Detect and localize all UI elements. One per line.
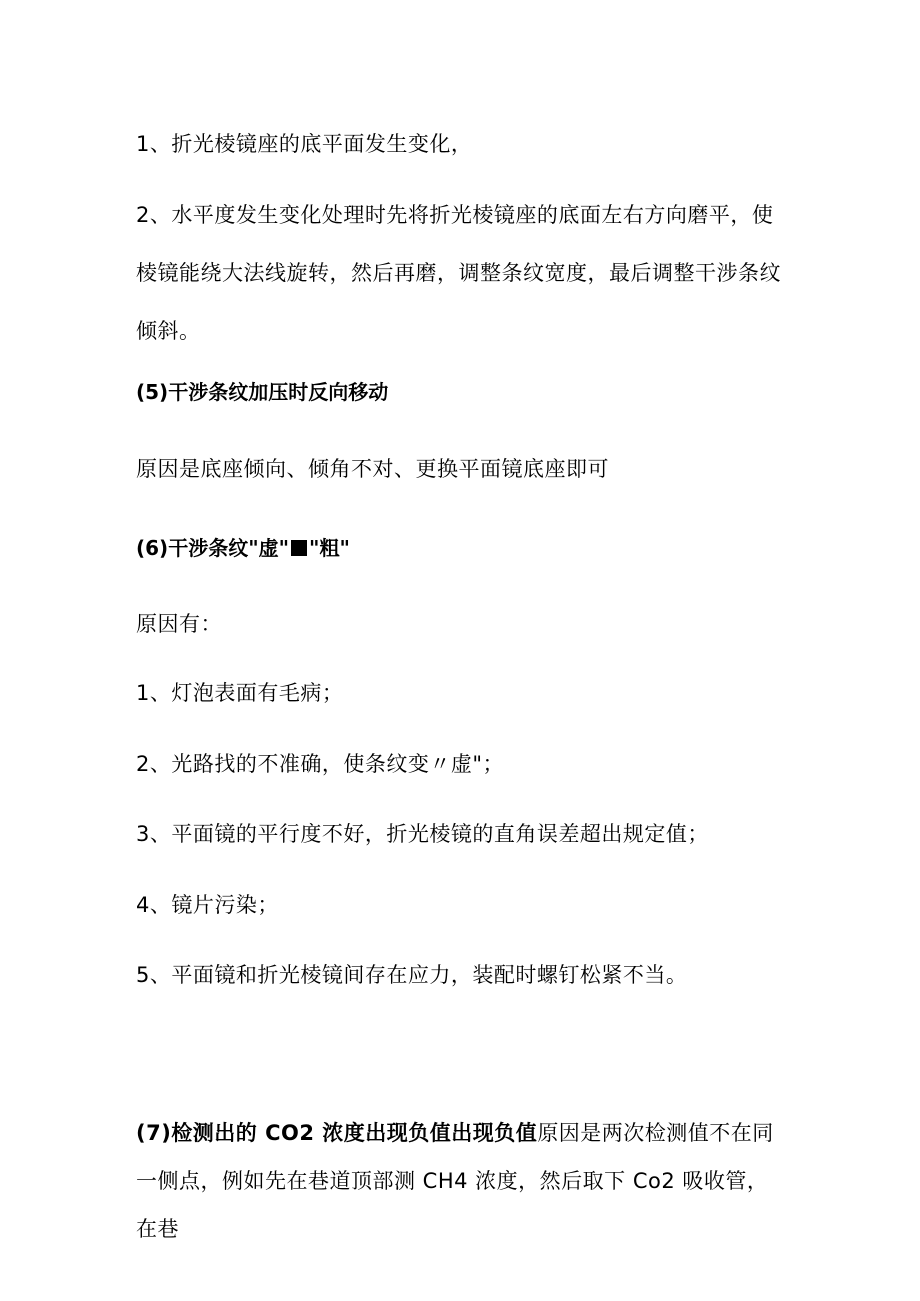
paragraph-section-7 — [136, 1109, 786, 1253]
paragraph-section-5-cause: 原因是底座倾向、倾角不对、更换平面镜底座即可 — [136, 457, 609, 481]
paragraph-section-7-text: 原因是两次检测值不在同一侧点，例如先在巷道顶部测 CH4 浓度，然后取下 Co2 吸收管，在巷 — [136, 1121, 774, 1241]
paragraph-cause-1: 1、折光棱镜座的底平面发生变化， — [136, 132, 473, 156]
heading-section-5: (5)干涉条纹加压时反向移动 — [136, 380, 389, 404]
list-item-cause-2: 2、光路找的不准确，使条纹变〃虚"； — [136, 752, 505, 776]
list-item-cause-3: 3、平面镜的平行度不好，折光棱镜的直角误差超出规定值； — [136, 822, 709, 846]
list-item-cause-1: 1、灯泡表面有毛病； — [136, 681, 344, 705]
heading-section-6 — [136, 519, 786, 577]
heading-section-6-part-a: (6)干涉条纹"虚" — [136, 536, 290, 560]
list-item-cause-4: 4、镜片污染； — [136, 893, 279, 917]
heading-section-6-part-b: "粗" — [309, 536, 350, 560]
paragraph-causes-intro: 原因有： — [136, 612, 222, 636]
missing-glyph-box-icon — [291, 540, 307, 556]
heading-section-7: (7)检测出的 CO2 浓度出现负值出现负值 — [136, 1121, 538, 1145]
list-item-cause-5: 5、平面镜和折光棱镜间存在应力，装配时螺钉松紧不当。 — [136, 963, 688, 987]
paragraph-cause-2: 2、水平度发生变化处理时先将折光棱镜座的底面左右方向磨平，使棱镜能绕大法线旋转，然后再磨，调整条纹宽度，最后调整干涉条纹倾斜。 — [136, 203, 781, 343]
